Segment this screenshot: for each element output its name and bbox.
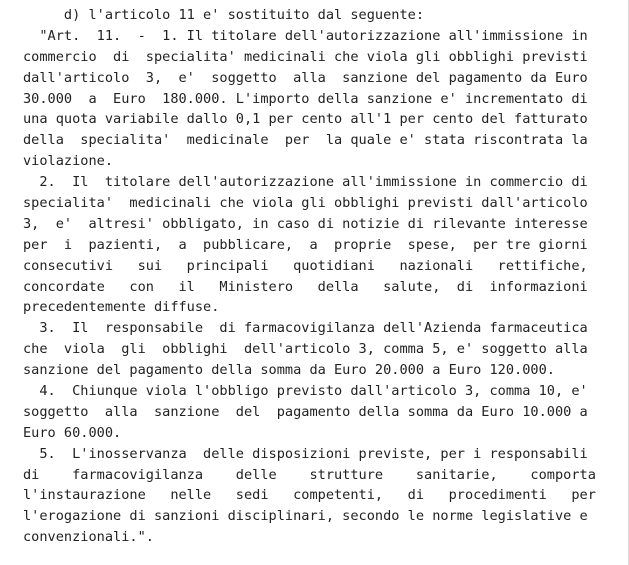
document-line: della specialita' medicinale per la quale e' stata riscontrata la [23,132,588,149]
document-line-paragraph-2: 2. Il titolare dell'autorizzazione all'immissione in commercio di [23,174,588,191]
document-line-paragraph-3: 3. Il responsabile di farmacovigilanza dell'Azienda farmaceutica [23,320,588,337]
document-line: di farmacovigilanza delle strutture sanitarie, comporta [23,466,596,483]
document-line-art11-heading: "Art. 11. - 1. Il titolare dell'autorizzazione all'immissione in [23,27,588,44]
document-line: commercio di specialita' medicinali che viola gli obblighi previsti [23,48,588,65]
document-line: convenzionali.". [23,529,154,546]
document-line: sanzione del pagamento della somma da Euro 20.000 a Euro 120.000. [23,362,555,379]
document-text-block [23,5,596,548]
document-line: per i pazienti, a pubblicare, a proprie spese, per tre giorni [23,236,588,253]
document-line-intro: d) l'articolo 11 e' sostituito dal seguente: [23,7,425,23]
document-line: 3, e' altresi' obbligato, in caso di notizie di rilevante interesse [23,215,588,232]
document-line: l'instaurazione nelle sedi competenti, di procedimenti per [23,487,596,504]
document-line: Euro 60.000. [23,424,122,441]
document-line: una quota variabile dallo 0,1 per cento all'1 per cento del fatturato [23,111,588,128]
document-line-paragraph-4: 4. Chiunque viola l'obbligo previsto dall'articolo 3, comma 10, e' [23,383,588,400]
document-line: specialita' medicinali che viola gli obblighi previsti dall'articolo [23,195,588,212]
document-line: che viola gli obblighi dell'articolo 3, comma 5, e' soggetto alla [23,341,588,358]
document-line: 30.000 a Euro 180.000. L'importo della sanzione e' incrementato di [23,90,588,107]
document-line: concordate con il Ministero della salute, di informazioni [23,278,588,295]
document-line: precedentemente diffuse. [23,299,220,316]
document-line: violazione. [23,153,114,170]
document-line-paragraph-5: 5. L'inosservanza delle disposizioni previste, per i responsabili [23,445,588,462]
document-line: consecutivi sui principali quotidiani nazionali rettifiche, [23,257,588,274]
document-line: soggetto alla sanzione del pagamento della somma da Euro 10.000 a [23,403,588,420]
document-line: l'erogazione di sanzioni disciplinari, secondo le norme legislative e [23,508,588,525]
document-line: dall'articolo 3, e' soggetto alla sanzione del pagamento da Euro [23,69,588,86]
